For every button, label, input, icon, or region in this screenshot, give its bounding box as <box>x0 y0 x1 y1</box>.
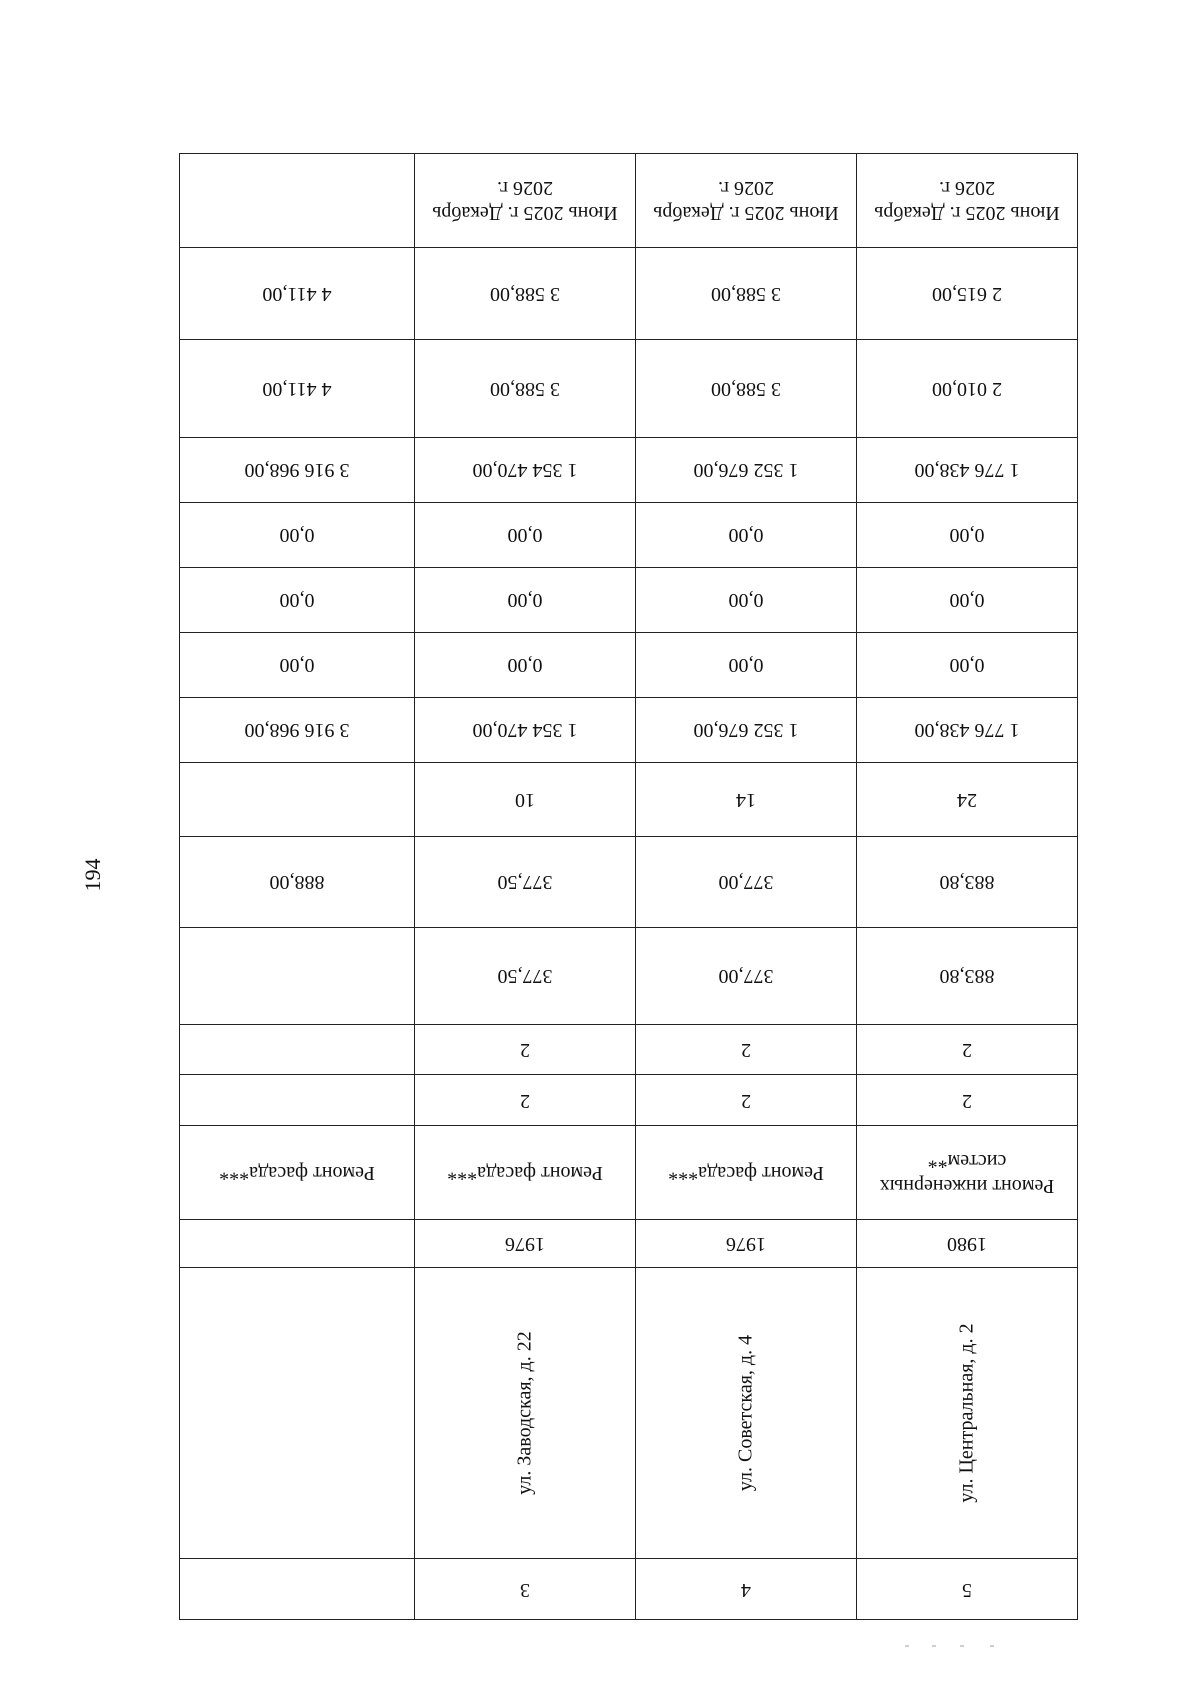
address-row <box>180 1268 1078 1559</box>
area-2-cell: 883,80 <box>857 836 1078 927</box>
area-1-cell: 883,80 <box>857 928 1078 1025</box>
count-row <box>180 762 1078 836</box>
unit-cost-1-cell: 4 411,00 <box>180 340 415 438</box>
row-number-cell: 5 <box>857 1559 1078 1620</box>
col-a-cell: 2 <box>415 1075 636 1126</box>
fund-total-cell: 1 352 676,00 <box>636 437 857 502</box>
fund-1-cell: 0,00 <box>857 632 1078 697</box>
address-text: ул. Советская, д. 4 <box>734 1335 757 1492</box>
area-1-row <box>180 928 1078 1025</box>
year-row <box>180 1219 1078 1268</box>
count-cell <box>180 762 415 836</box>
fund-3-cell: 0,00 <box>857 502 1078 567</box>
row-number-cell <box>180 1559 415 1620</box>
address-cell <box>857 1268 1078 1559</box>
col-b-cell: 2 <box>636 1024 857 1075</box>
work-type-row <box>180 1126 1078 1219</box>
fund-total-cell: 1 776 438,00 <box>857 437 1078 502</box>
fund-total-cell: 3 916 968,00 <box>180 437 415 502</box>
address-cell <box>180 1268 415 1559</box>
unit-cost-1-cell: 3 588,00 <box>415 340 636 438</box>
address-text: ул. Центральная, д. 2 <box>955 1323 978 1503</box>
fund-total-row <box>180 437 1078 502</box>
unit-cost-1-row <box>180 340 1078 438</box>
count-cell: 10 <box>415 762 636 836</box>
year-cell: 1976 <box>415 1219 636 1268</box>
unit-cost-2-row <box>180 247 1078 339</box>
page-number: 194 <box>80 858 105 892</box>
col-a-row <box>180 1075 1078 1126</box>
year-cell: 1980 <box>857 1219 1078 1268</box>
year-cell <box>180 1219 415 1268</box>
row-number-row <box>180 1559 1078 1620</box>
period-cell: Июнь 2025 г. Декабрь 2026 г. <box>857 154 1078 248</box>
scan-speck <box>990 1645 994 1647</box>
area-2-cell: 377,00 <box>636 836 857 927</box>
fund-1-cell: 0,00 <box>180 632 415 697</box>
row-number-cell: 4 <box>636 1559 857 1620</box>
col-a-cell: 2 <box>857 1075 1078 1126</box>
unit-cost-2-cell: 4 411,00 <box>180 247 415 339</box>
period-cell: Июнь 2025 г. Декабрь 2026 г. <box>636 154 857 248</box>
cost-total-cell: 1 776 438,00 <box>857 697 1078 762</box>
address-cell <box>636 1268 857 1559</box>
area-2-cell: 888,00 <box>180 836 415 927</box>
fund-2-cell: 0,00 <box>415 567 636 632</box>
unit-cost-1-cell: 2 010,00 <box>857 340 1078 438</box>
area-1-cell <box>180 928 415 1025</box>
fund-2-cell: 0,00 <box>857 567 1078 632</box>
fund-2-row <box>180 567 1078 632</box>
row-number-cell: 3 <box>415 1559 636 1620</box>
table-frame <box>179 153 1077 1620</box>
cost-total-cell: 3 916 968,00 <box>180 697 415 762</box>
scan-speck <box>960 1645 964 1647</box>
address-cell <box>415 1268 636 1559</box>
area-2-cell: 377,50 <box>415 836 636 927</box>
work-type-cell: Ремонт фасада*** <box>415 1126 636 1219</box>
work-type-cell: Ремонт фасада*** <box>636 1126 857 1219</box>
fund-1-cell: 0,00 <box>415 632 636 697</box>
work-type-cell: Ремонт инженерных систем** <box>857 1126 1078 1219</box>
fund-3-row <box>180 502 1078 567</box>
unit-cost-2-cell: 3 588,00 <box>636 247 857 339</box>
unit-cost-2-cell: 3 588,00 <box>415 247 636 339</box>
count-cell: 24 <box>857 762 1078 836</box>
fund-2-cell: 0,00 <box>636 567 857 632</box>
cost-total-cell: 1 354 470,00 <box>415 697 636 762</box>
col-b-row <box>180 1024 1078 1075</box>
col-a-cell <box>180 1075 415 1126</box>
area-1-cell: 377,50 <box>415 928 636 1025</box>
works-table <box>179 153 1078 1620</box>
fund-3-cell: 0,00 <box>636 502 857 567</box>
scan-speck <box>905 1645 909 1647</box>
cost-total-cell: 1 352 676,00 <box>636 697 857 762</box>
fund-1-row <box>180 632 1078 697</box>
fund-total-cell: 1 354 470,00 <box>415 437 636 502</box>
unit-cost-1-cell: 3 588,00 <box>636 340 857 438</box>
address-text: ул. Заводская, д. 22 <box>513 1331 536 1496</box>
col-b-cell: 2 <box>415 1024 636 1075</box>
fund-1-cell: 0,00 <box>636 632 857 697</box>
cost-total-row <box>180 697 1078 762</box>
count-cell: 14 <box>636 762 857 836</box>
area-2-row <box>180 836 1078 927</box>
period-row <box>180 154 1078 248</box>
scan-speck <box>932 1645 936 1647</box>
unit-cost-2-cell: 2 615,00 <box>857 247 1078 339</box>
fund-2-cell: 0,00 <box>180 567 415 632</box>
fund-3-cell: 0,00 <box>415 502 636 567</box>
fund-3-cell: 0,00 <box>180 502 415 567</box>
work-type-cell: Ремонт фасада*** <box>180 1126 415 1219</box>
period-cell <box>180 154 415 248</box>
col-b-cell: 2 <box>857 1024 1078 1075</box>
col-a-cell: 2 <box>636 1075 857 1126</box>
period-cell: Июнь 2025 г. Декабрь 2026 г. <box>415 154 636 248</box>
col-b-cell <box>180 1024 415 1075</box>
year-cell: 1976 <box>636 1219 857 1268</box>
area-1-cell: 377,00 <box>636 928 857 1025</box>
